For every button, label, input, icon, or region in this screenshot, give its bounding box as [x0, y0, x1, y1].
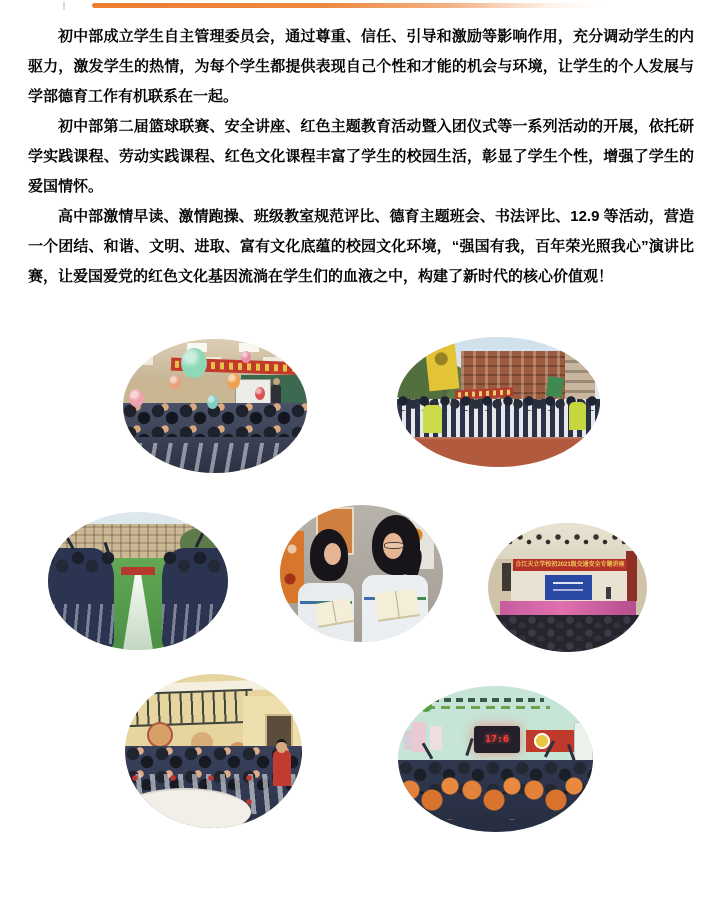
yellow-flag	[425, 341, 460, 392]
pink-stage-floor	[500, 601, 636, 616]
projection-screen	[545, 575, 592, 600]
red-banner	[121, 567, 155, 575]
orange-divider-rule	[92, 3, 602, 8]
wall-path-line	[426, 706, 550, 709]
book-spine	[395, 591, 400, 617]
photo-field-exercise	[48, 512, 228, 650]
wall-poster	[430, 726, 442, 750]
led-scoreboard	[474, 726, 520, 753]
glasses	[384, 542, 404, 549]
wall-slogan-marks	[432, 698, 544, 702]
balloon-icon	[241, 351, 251, 363]
ceiling-lights	[135, 343, 295, 352]
safety-vest	[423, 405, 442, 433]
uniform-highlights	[162, 604, 228, 644]
round-wall-decor	[147, 722, 173, 748]
teacher-in-red	[273, 750, 291, 786]
balloon-icon	[207, 395, 218, 409]
photo-gym-group	[398, 686, 593, 832]
body-text	[28, 22, 694, 292]
screen-text-lines	[553, 582, 583, 584]
speaker-at-podium	[606, 587, 611, 599]
uniform-highlights	[48, 604, 114, 644]
spotlights	[496, 532, 639, 546]
balloon-icon	[227, 373, 240, 389]
teacher-head	[276, 739, 287, 753]
teacher-head	[273, 378, 280, 385]
student-heads	[48, 550, 114, 576]
raised-arm	[465, 738, 473, 756]
student-column-right	[162, 548, 228, 650]
girl-left-face	[324, 543, 341, 565]
student-crowd	[123, 403, 307, 473]
stage-banner-text: 合江天立学校初2021级交通安全专题讲座	[515, 562, 625, 568]
balloon-icon	[181, 348, 207, 378]
red-curtain	[626, 551, 637, 601]
safety-vest	[569, 402, 586, 430]
paragraph-junior-activities: 初中部第二届篮球联赛、安全讲座、红色主题教育活动暨入团仪式等一系列活动的开展，依托研学实践课程、劳动实践课程、红色文化课程丰富了学生的校园生活，彰显了学生个性，增强了学生的爱国情怀。	[28, 118, 694, 195]
paragraph-senior-activities: 高中部激情早读、激情跑操、班级教室规范评比、德育主题班会、书法评比、12.9 等活动，营造一个团结、和谐、文明、进取、富有文化底蕴的校园文化环境，“强国有我，百年荣光照我心”演讲比赛，让爱国爱党的红色文化基因流淌在学生们的血液之中，构建了新时代的核心价值观！	[28, 208, 694, 285]
photo-group-table	[125, 674, 302, 828]
margin-tick	[63, 2, 65, 10]
orange-vests	[398, 774, 593, 820]
balloon-icon	[129, 389, 144, 407]
photo-morning-run	[397, 337, 600, 467]
book-spine	[332, 601, 337, 623]
balloon-icon	[285, 343, 296, 356]
student-column-left	[48, 548, 114, 650]
audience	[488, 615, 647, 652]
green-arrow-icon	[420, 700, 432, 712]
balloon-icon	[169, 375, 181, 390]
balloon-icon	[255, 387, 265, 400]
balcony-railing	[125, 689, 254, 727]
audience-heads	[488, 615, 647, 652]
open-book	[374, 588, 419, 622]
scoreboard-digits: 17:6	[484, 734, 510, 745]
uniform-highlights	[123, 443, 307, 473]
wall-poster	[404, 730, 412, 750]
paragraph-junior-committee: 初中部成立学生自主管理委员会，通过尊重、信任、引导和激励等影响作用，充分调动学生的内驱力，激发学生的热情，为每个学生都提供表现自己个性和才能的机会与环境，让学生的个人发展与学部德育工作有机联系在一起。	[28, 28, 694, 105]
stage-banner	[513, 559, 627, 571]
photo-auditorium-lecture	[488, 523, 647, 652]
student-heads	[162, 550, 228, 576]
photo-class-meeting	[123, 339, 307, 473]
student-crowd	[398, 760, 593, 832]
speaker-column	[502, 563, 511, 591]
photo-morning-reading	[280, 505, 443, 642]
red-track	[397, 437, 600, 467]
